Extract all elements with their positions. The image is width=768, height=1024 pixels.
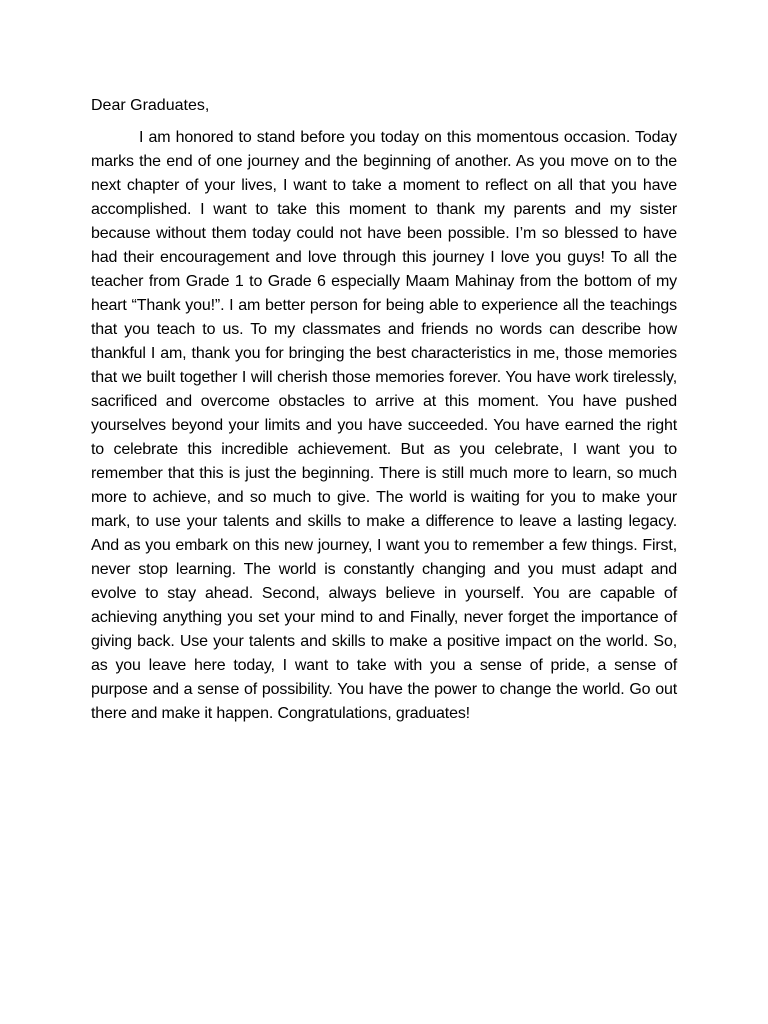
letter-body-paragraph: I am honored to stand before you today on this momentous occasion. Today marks the end of one journey and the beginning of another. As you move on to the next chapter of your lives, I want to take a moment to reflect on all that you have accomplished. I want to take this moment to thank my parents and my sister because without them today could not have been possible. I’m so blessed to have had their encouragement and love through this journey I love you guys! To all the teacher from Grade 1 to Grade 6 especially Maam Mahinay from the bottom of my heart “Thank you!”. I am better person for being able to experience all the teachings that you teach to us. To my classmates and friends no words can describe how thankful I am, thank you for bringing the best characteristics in me, those memories that we built together I will cherish those memories forever. You have work tirelessly, sacrificed and overcome obstacles to arrive at this moment. You have pushed yourselves beyond your limits and you have succeeded. You have earned the right to celebrate this incredible achievement. But as you celebrate, I want you to remember that this is just the beginning. There is still much more to learn, so much more to achieve, and so much to give. The world is waiting for you to make your mark, to use your talents and skills to make a difference to leave a lasting legacy. And as you embark on this new journey, I want you to remember a few things. First, never stop learning. The world is constantly changing and you must adapt and evolve to stay ahead. Second, always believe in yourself. You are capable of achieving anything you set your mind to and Finally, never forget the importance of giving back. Use your talents and skills to make a positive impact on the world. So, as you leave here today, I want to take with you a sense of pride, a sense of purpose and a sense of possibility. You have the power to change the world. Go out there and make it happen. Congratulations, graduates! [91,129,677,722]
salutation: Dear Graduates, [91,97,210,114]
letter-content [91,94,677,726]
